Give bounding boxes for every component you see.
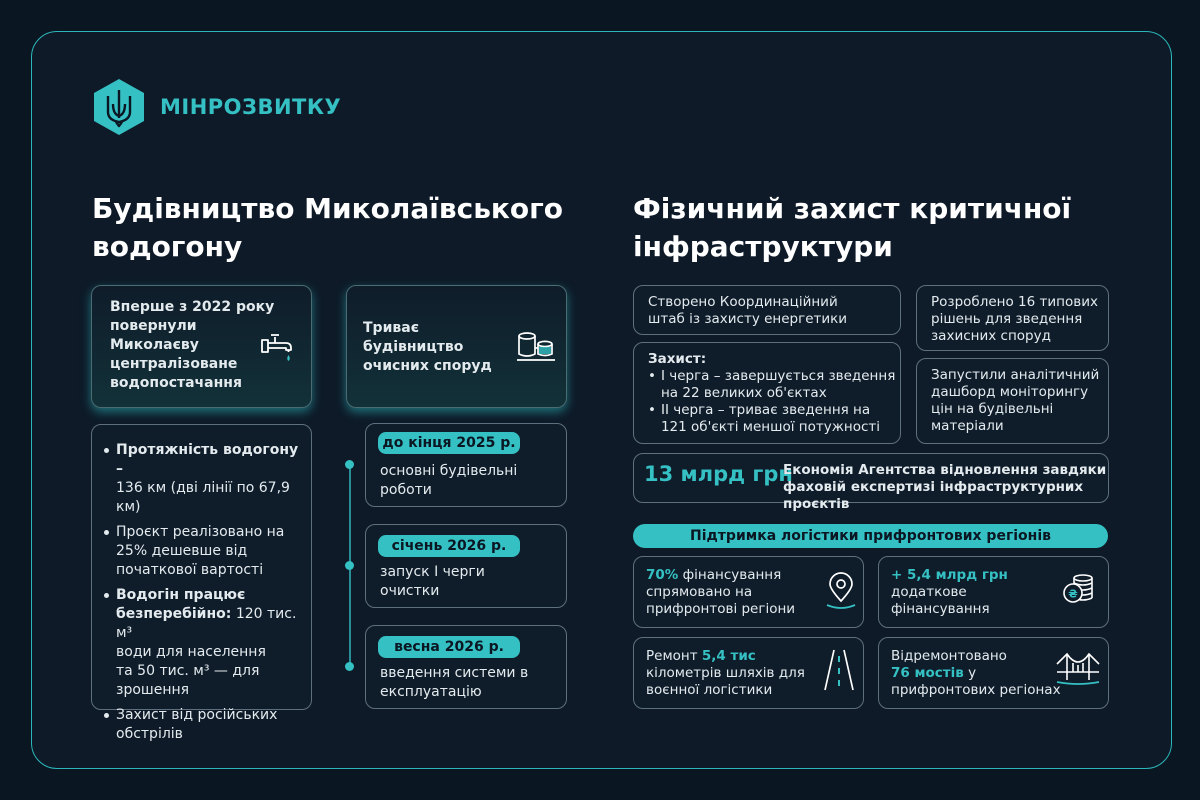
- timeline-date-badge: весна 2026 р.: [378, 636, 520, 658]
- logistics-header: Підтримка логістики прифронтових регіонів: [633, 524, 1108, 548]
- water-tap-icon: [260, 328, 300, 364]
- coordination-hq-card: Створено Координаційний штаб із захисту енергетики: [633, 285, 901, 335]
- coins-icon: [1061, 571, 1097, 607]
- brand-name: МІНРОЗВИТКУ: [160, 95, 342, 119]
- left-section-title: Будівництво Миколаївського водогону: [92, 192, 564, 263]
- timeline-dot: [345, 662, 354, 671]
- treatment-plant-card: Триває будівництво очисних споруд: [346, 285, 567, 408]
- svg-text:₴: ₴: [1068, 587, 1078, 601]
- timeline-date-badge: до кінця 2025 р.: [378, 432, 520, 454]
- location-pin-icon: [824, 571, 858, 611]
- timeline-item: запуск І черги очистки: [365, 524, 567, 608]
- list-item: Проєкт реалізовано на 25% дешевше від початкової вартості: [104, 523, 301, 580]
- water-supply-card: Вперше з 2022 року повернули Миколаєву централізоване водопостачання: [91, 285, 312, 408]
- frontline-funding-card: 70% фінансування спрямовано на прифронтові регіони: [633, 556, 864, 628]
- bridges-card: Відремонтовано 76 мостів у прифронтових регіонах: [878, 637, 1109, 709]
- bridge-icon: [1055, 650, 1101, 686]
- brand-logo: [92, 78, 341, 136]
- list-item: Захист від російських обстрілів: [104, 706, 301, 744]
- list-item: Протяжність водогону – 136 км (дві лінії по 67,9 км): [104, 441, 301, 517]
- bullet-icon: [104, 448, 109, 453]
- timeline-item: основні будівельні роботи: [365, 423, 567, 507]
- timeline-date-badge: січень 2026 р.: [378, 535, 520, 557]
- treatment-plant-icon: [515, 326, 557, 366]
- price-dashboard-card: Запустили аналітичний дашборд моніторингу цін на будівельні матеріали: [916, 358, 1109, 444]
- savings-description: Економія Агентства відновлення завдяки фаховій експертизі інфраструктурних проєктів: [783, 462, 1107, 512]
- extra-funding-card: + 5,4 млрд грн додаткове фінансування ₴: [878, 556, 1109, 628]
- savings-amount: 13 млрд грн: [644, 462, 793, 486]
- water-facts-card: [91, 424, 312, 742]
- protection-card: Захист: • І черга – завершується зведення на 22 великих об'єктах • ІІ черга – триває зведення на 121 об'єкті меншої потужності: [633, 342, 901, 444]
- trident-icon: [92, 78, 146, 136]
- savings-card: [633, 453, 1109, 512]
- right-section-title: Фізичний захист критичної інфраструктури: [633, 192, 1072, 263]
- timeline-dot: [345, 561, 354, 570]
- timeline-dot: [345, 460, 354, 469]
- protective-solutions-card: Розроблено 16 типових рішень для зведення захисних споруд: [916, 285, 1109, 351]
- list-item: Водогін працює безперебійно: 120 тис. м³ води для населення та 50 тис. м³ — для зрошення: [104, 586, 301, 700]
- bullet-icon: [104, 593, 109, 598]
- bullet-icon: [104, 530, 109, 535]
- road-icon: [822, 648, 856, 692]
- timeline-item: введення системи в експлуатацію: [365, 625, 567, 709]
- road-repair-card: Ремонт 5,4 тис кілометрів шляхів для воєнної логістики: [633, 637, 864, 709]
- bullet-icon: [104, 713, 109, 718]
